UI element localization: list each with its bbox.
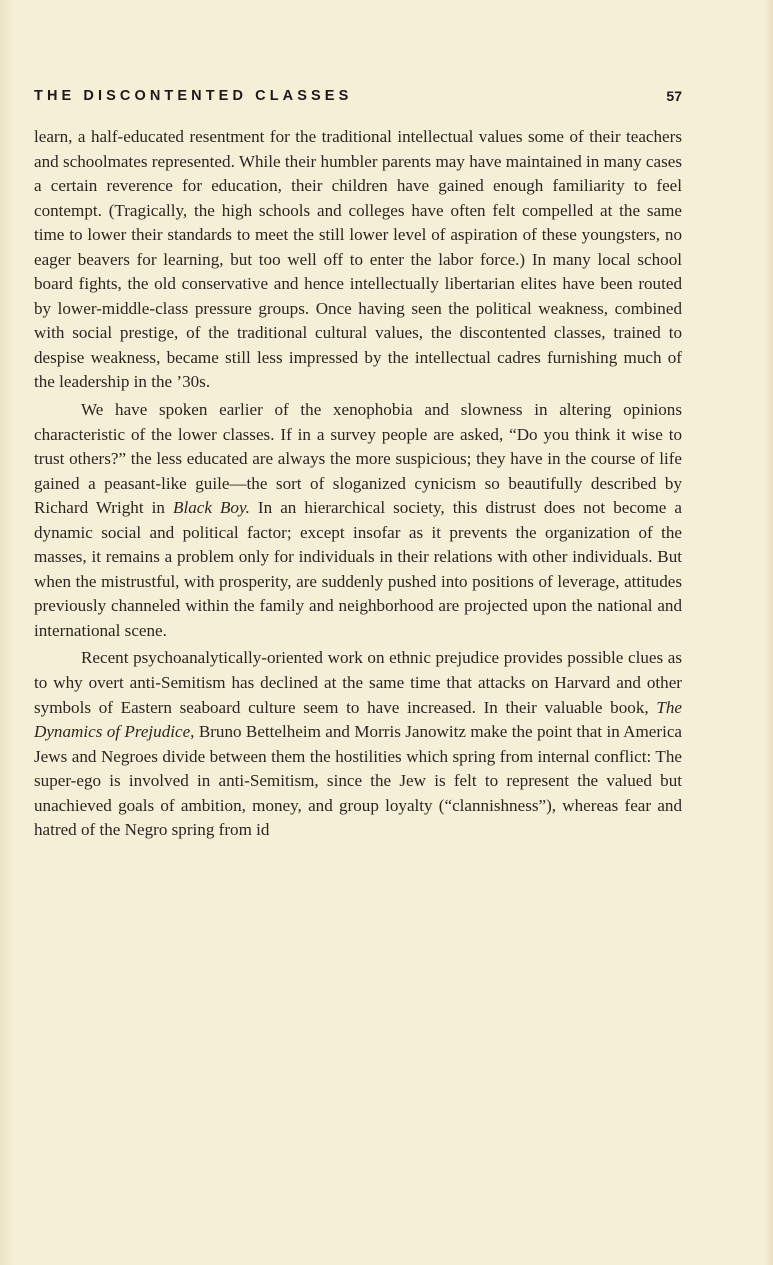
paragraph-2 (34, 398, 682, 643)
chapter-title: THE DISCONTENTED CLASSES (34, 88, 353, 104)
body-text (34, 125, 682, 843)
paragraph-text: learn, a half-educated resentment for the traditional intellectual values some of their teachers and schoolmates represented. While their humbler parents may have maintained in many cases a certain reverence for education, their children have gained enough familiarity to feel contempt. (Tragically, the high schools and colleges have often felt compelled at the same time to lower their standards to meet the still lower level of aspiration of these youngsters, no eager beavers for learning, but too well off to enter the labor force.) In many local school board fights, the old conservative and hence intellectually libertarian elites have been routed by lower-middle-class pressure groups. Once having seen the political weakness, combined with social prestige, of the traditional cultural values, the discontented classes, trained to despise weakness, became still less impressed by the intellectual cadres furnishing much of the leadership in the ’30s. (34, 127, 682, 392)
paragraph-text: Recent psychoanalytically-oriented work on ethnic prejudice provides possible clues as to why overt anti-Semitism has declined at the same time that attacks on Harvard and other symbols of Eastern seaboard culture seem to have increased. In their valuable book, (34, 648, 682, 717)
paragraph-text: In an hierarchical society, this distrust does not become a dynamic social and political factor; except insofar as it prevents the organization of the masses, it remains a problem only for individuals in their relations with other individuals. But when the mistrustful, with prosperity, are suddenly pushed into positions of leverage, attitudes previously channeled within the family and neighborhood are projected upon the national and international scene. (34, 498, 682, 640)
running-head (34, 88, 682, 110)
paragraph-1 (34, 125, 682, 395)
book-title-dynamics-of-prejudice: The Dynamics of Prejudice, (34, 697, 682, 742)
page-number: 57 (666, 88, 682, 104)
paragraph-text: Bruno Bettelheim and Morris Janowitz make the point that in America Jews and Negroes divide between them the hostilities which spring from internal conflict: The super-ego is involved in anti-Semitism, since the Jew is felt to represent the valued but unachieved goals of ambition, money, and group loyalty (“clannishness”), whereas fear and hatred of the Negro spring from id (34, 722, 682, 840)
page-edge-shadow-right (765, 0, 773, 1265)
paragraph-text: We have spoken earlier of the xenophobia and slowness in altering opinions characteristic of the lower classes. If in a survey people are asked, “Do you think it wise to trust others?” the less educated are always the more suspicious; they have in the course of life gained a peasant-like guile—the sort of sloganized cynicism so beautifully described by Richard Wright in (34, 400, 682, 518)
page-edge-shadow-left (0, 0, 14, 1265)
paragraph-3 (34, 646, 682, 842)
book-title-black-boy: Black Boy. (173, 498, 250, 518)
